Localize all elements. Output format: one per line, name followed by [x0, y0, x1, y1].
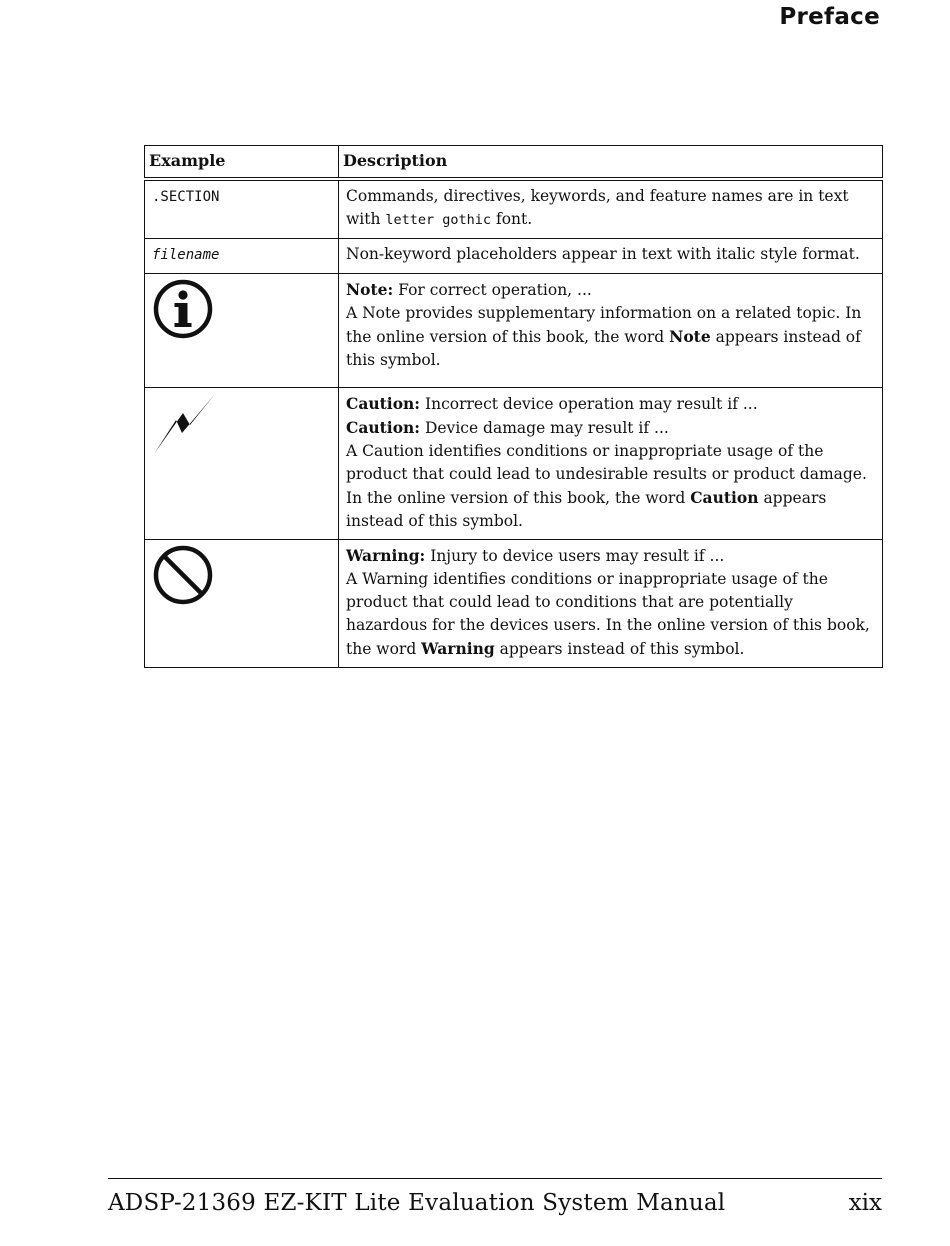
warning-paragraph-text: A Warning identifies conditions or inappropriate usage of the product that could lead to conditions that are potentially hazardous for the devices users. In the online version of this book, the word [346, 570, 870, 658]
example-cell [145, 239, 339, 274]
table-row [145, 179, 883, 239]
description-cell [339, 388, 883, 540]
warning-line-text: Injury to device users may result if ... [425, 547, 725, 565]
description-cell [339, 239, 883, 274]
footer-divider [108, 1178, 882, 1179]
caution-label: Caution: [346, 418, 421, 437]
footer-manual-title: ADSP-21369 EZ-KIT Lite Evaluation System Manual [108, 1190, 726, 1216]
note-word: Note [669, 327, 711, 346]
example-filename-text: filename [152, 247, 220, 263]
caution-paragraph [346, 440, 876, 533]
caution-word: Caution [690, 488, 759, 507]
example-section-text: .SECTION [152, 189, 220, 205]
caution-line [346, 416, 876, 440]
description-text-end: font. [491, 210, 533, 228]
lightning-icon [152, 392, 218, 456]
table-row [145, 540, 883, 668]
footer-page-number: xix [848, 1190, 882, 1216]
caution-line-text: Incorrect device operation may result if ... [420, 395, 758, 413]
caution-paragraph-end: appears instead of this symbol. [346, 489, 827, 530]
conventions-table [144, 145, 883, 668]
description-text: Non-keyword placeholders appear in text with italic style format. [346, 245, 860, 263]
table-row [145, 388, 883, 540]
icon-cell [145, 274, 339, 388]
running-head-title: Preface [779, 4, 880, 30]
caution-paragraph-text: A Caution identifies conditions or inappropriate usage of the product that could lead to undesirable results or product damage. In the online version of this book, the word [346, 442, 867, 507]
description-cell [339, 540, 883, 668]
note-paragraph [346, 302, 876, 372]
note-line-text: For correct operation, ... [393, 281, 592, 299]
icon-cell [145, 540, 339, 668]
warning-paragraph-end: appears instead of this symbol. [494, 640, 745, 658]
note-paragraph-text: A Note provides supplementary information on a related topic. In the online version of this book, the word [346, 304, 862, 346]
description-cell [339, 179, 883, 239]
table-row [145, 274, 883, 388]
prohibition-icon [152, 544, 214, 606]
warning-label: Warning: [346, 546, 426, 565]
note-line [346, 278, 876, 302]
table-header-row [145, 146, 883, 180]
letter-gothic-text: letter gothic [385, 212, 492, 228]
warning-paragraph [346, 568, 876, 661]
note-paragraph-end: appears instead of this symbol. [346, 328, 861, 369]
warning-word: Warning [421, 639, 495, 658]
description-cell [339, 274, 883, 388]
description-text: Commands, directives, keywords, and feature names are in text with [346, 187, 849, 228]
warning-line [346, 544, 876, 568]
column-header-example: Example [145, 146, 339, 180]
example-cell [145, 179, 339, 239]
note-label: Note: [346, 280, 394, 299]
info-icon [152, 278, 214, 340]
caution-line [346, 392, 876, 416]
caution-line-text: Device damage may result if ... [420, 419, 669, 437]
caution-label: Caution: [346, 394, 421, 413]
column-header-description: Description [339, 146, 883, 180]
table-row [145, 239, 883, 274]
icon-cell [145, 388, 339, 540]
